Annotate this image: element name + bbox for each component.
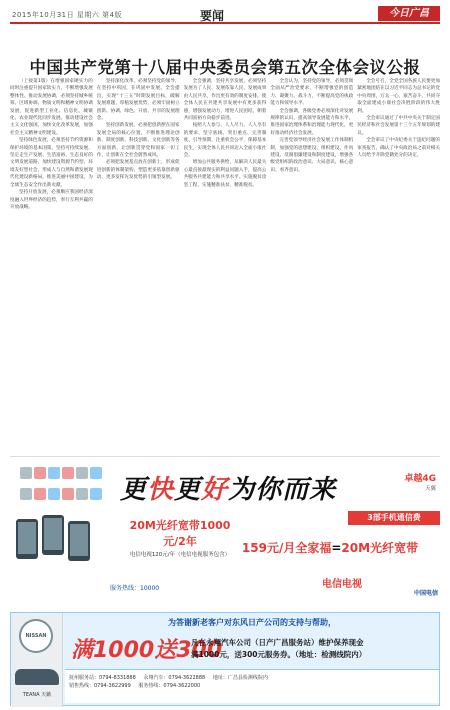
article-column-2 — [97, 78, 180, 453]
promo-line-2: 满1000元，送300元服务券。（地址：检测线院内） — [191, 650, 367, 659]
car-model-name: TEANA 天籁 — [22, 692, 52, 698]
paragraph: 增加公共服务供给，从解决人民最关心最直接最现实的利益问题入手，提高公共服务共建能力和共享水平。实施脱贫攻坚工程，实施精准扶贫、精准脱贫。 — [183, 160, 267, 188]
phone-image — [68, 521, 90, 561]
nissan-brand-panel — [11, 613, 63, 707]
car-image — [15, 669, 59, 685]
nissan-advertisement — [10, 612, 440, 706]
contact-info — [65, 669, 439, 703]
contact-item: 永翔汽车：0794-3622888 — [143, 675, 206, 681]
paragraph: 全会认为，坚持党的领导，必须贯彻全面从严治党要求，不断增强党的创造力、凝聚力、战斗力，不断提高党的执政能力和领导水平。 — [270, 79, 354, 107]
paragraph: （上接第1版）在增强国家硬实力的同时注重提升国家软实力，不断增强发展整体性。推动发展协调，必须坚持城乡统筹、区域协调、物质文明和精神文明协调发展，促进新型工业化、信息化、城镇化、农业现代化同步发展。推动建设社会主义文化强国，加快文化改革发展，加强社会主义精神文明建设。 — [10, 79, 93, 136]
broadband-plan: 20M光纤宽带1000元/2年 电信电视120元/年（电信电视服务包含） — [129, 519, 231, 558]
ad-slogan: 更快更好为你而来 — [120, 475, 337, 505]
4g-brand-logo: 卓越4G 天翼 — [404, 474, 436, 492]
mobile-plan-badge: 3部手机通信费 — [348, 511, 440, 525]
article-column-4 — [270, 78, 353, 453]
article-column-5 — [357, 78, 440, 453]
paragraph: 全会强调，坚持共享发展，必须坚持发展为了人民、发展依靠人民、发展成果由人民共享，作出更有效的制度安排，使全体人民在共建共享发展中有更多获得感，增强发展动力，增进人民团结，朝着共同富裕方向稳步前进。 — [183, 79, 267, 122]
article-headline: 中国共产党第十八届中央委员会第五次全体会议公报 — [29, 58, 421, 77]
article-column-3 — [184, 78, 267, 453]
article-body — [10, 78, 440, 453]
telecom-plans — [10, 513, 440, 605]
issue-date: 2015年10月31日 星期六 第4版 — [12, 11, 123, 19]
contact-item: 地址：广昌县检测线院内 — [212, 675, 268, 681]
phone-image — [16, 519, 38, 559]
page-header — [10, 6, 440, 24]
family-plan: 159元/月全家福=20M光纤宽带 — [241, 541, 419, 555]
phone-image — [42, 515, 64, 555]
paragraph: 全会号召，全党全国各族人民要更加紧密地团结在以习近平同志为总书记的党中央周围，万众一心，艰苦奋斗，共同夺取全面建成小康社会决胜阶段的伟大胜利。 — [357, 79, 440, 114]
paragraph: 全会审议通过了中共中央关于制定国民经济和社会发展第十三个五年规划的建议。 — [357, 116, 440, 136]
contact-item: 服务热线：0794-3622000 — [138, 683, 201, 689]
section-title: 要闻 — [200, 9, 225, 23]
paragraph: 按照人人参与、人人尽力、人人享有的要求，坚守底线、突出重点、完善制度、引导预期，注重机会公平，保障基本民生，实现全体人民共同迈入全面小康社会。 — [183, 123, 267, 159]
newspaper-logo: 今日广昌 — [378, 6, 440, 21]
contact-item: 抚州服务站：0794-8331888 — [69, 675, 136, 681]
contact-item: 销售热线：0794-3622999 — [69, 683, 131, 689]
paragraph: 全会强调，各级党委必须深化对发展规律的认识，提高领导发展能力和水平，推进国家治理体系和治理能力现代化，更好推动经济社会发展。 — [270, 108, 354, 136]
service-hotline: 服务热线：10000 — [110, 585, 160, 592]
telecom-advertisement — [10, 456, 440, 606]
telecom-ad-banner — [10, 461, 440, 509]
china-telecom-logo: 中国电信 — [413, 590, 438, 597]
paragraph: 坚持开放发展，必须顺应我国经济深度融入世界经济的趋势，奉行互利共赢的开放战略。 — [10, 190, 93, 210]
paragraph: 必须把发展基点放在创新上，形成促进创新的体制架构，塑造更多依靠创新驱动、更多发挥先发优势的引领型发展。 — [96, 160, 180, 181]
paragraph: 完善党领导经济社会发展工作体制机制，加强党的思想建设、组织建设、作风建设、反腐倡廉建设和制度建设，增强各级党组织的政治意识、大局意识、核心意识、看齐意识。 — [270, 138, 354, 173]
promo-line-1: 凡在永翔汽车公司（日产广昌服务站）维护保养现金 — [191, 638, 364, 647]
paragraph: 坚持深化改革，必须坚持党的领导，在坚持中巩固，在巩固中发展。全会提出，实现“十三五”时期发展目标，破解发展难题，厚植发展优势，必须牢固树立创新、协调、绿色、开放、共享的发展理念。 — [96, 79, 180, 122]
ad-headline: 为答谢新老客户对东风日产公司的支持与帮助， — [168, 618, 336, 627]
family-plan-tv: 电信电视 — [322, 579, 362, 590]
paragraph: 全会审议了中央纪委关于违纪问题的审查报告，确认了中央政治局之前对相关人员给予开除党籍处分的决定。 — [357, 138, 440, 159]
nissan-logo: NISSAN — [19, 619, 53, 653]
paragraph: 坚持绿色发展，必须坚持节约资源和保护环境的基本国策，坚持可持续发展，坚定走生产发展、生活富裕、生态良好的文明发展道路，加快建设资源节约型、环境友好型社会，形成人与自然和谐发展现代化建设新格局，推进美丽中国建设，为全球生态安全作出新贡献。 — [10, 138, 93, 188]
app-icons-graphic — [20, 467, 104, 507]
article-column-1 — [10, 78, 93, 453]
paragraph: 坚持创新发展，必须把创新摆在国家发展全局的核心位置，不断推进理论创新、制度创新、科技创新、文化创新等各方面创新，让创新贯穿党和国家一切工作，让创新在全社会蔚然成风。 — [96, 123, 180, 159]
promo-big-text: 满1000送300 — [71, 638, 223, 663]
